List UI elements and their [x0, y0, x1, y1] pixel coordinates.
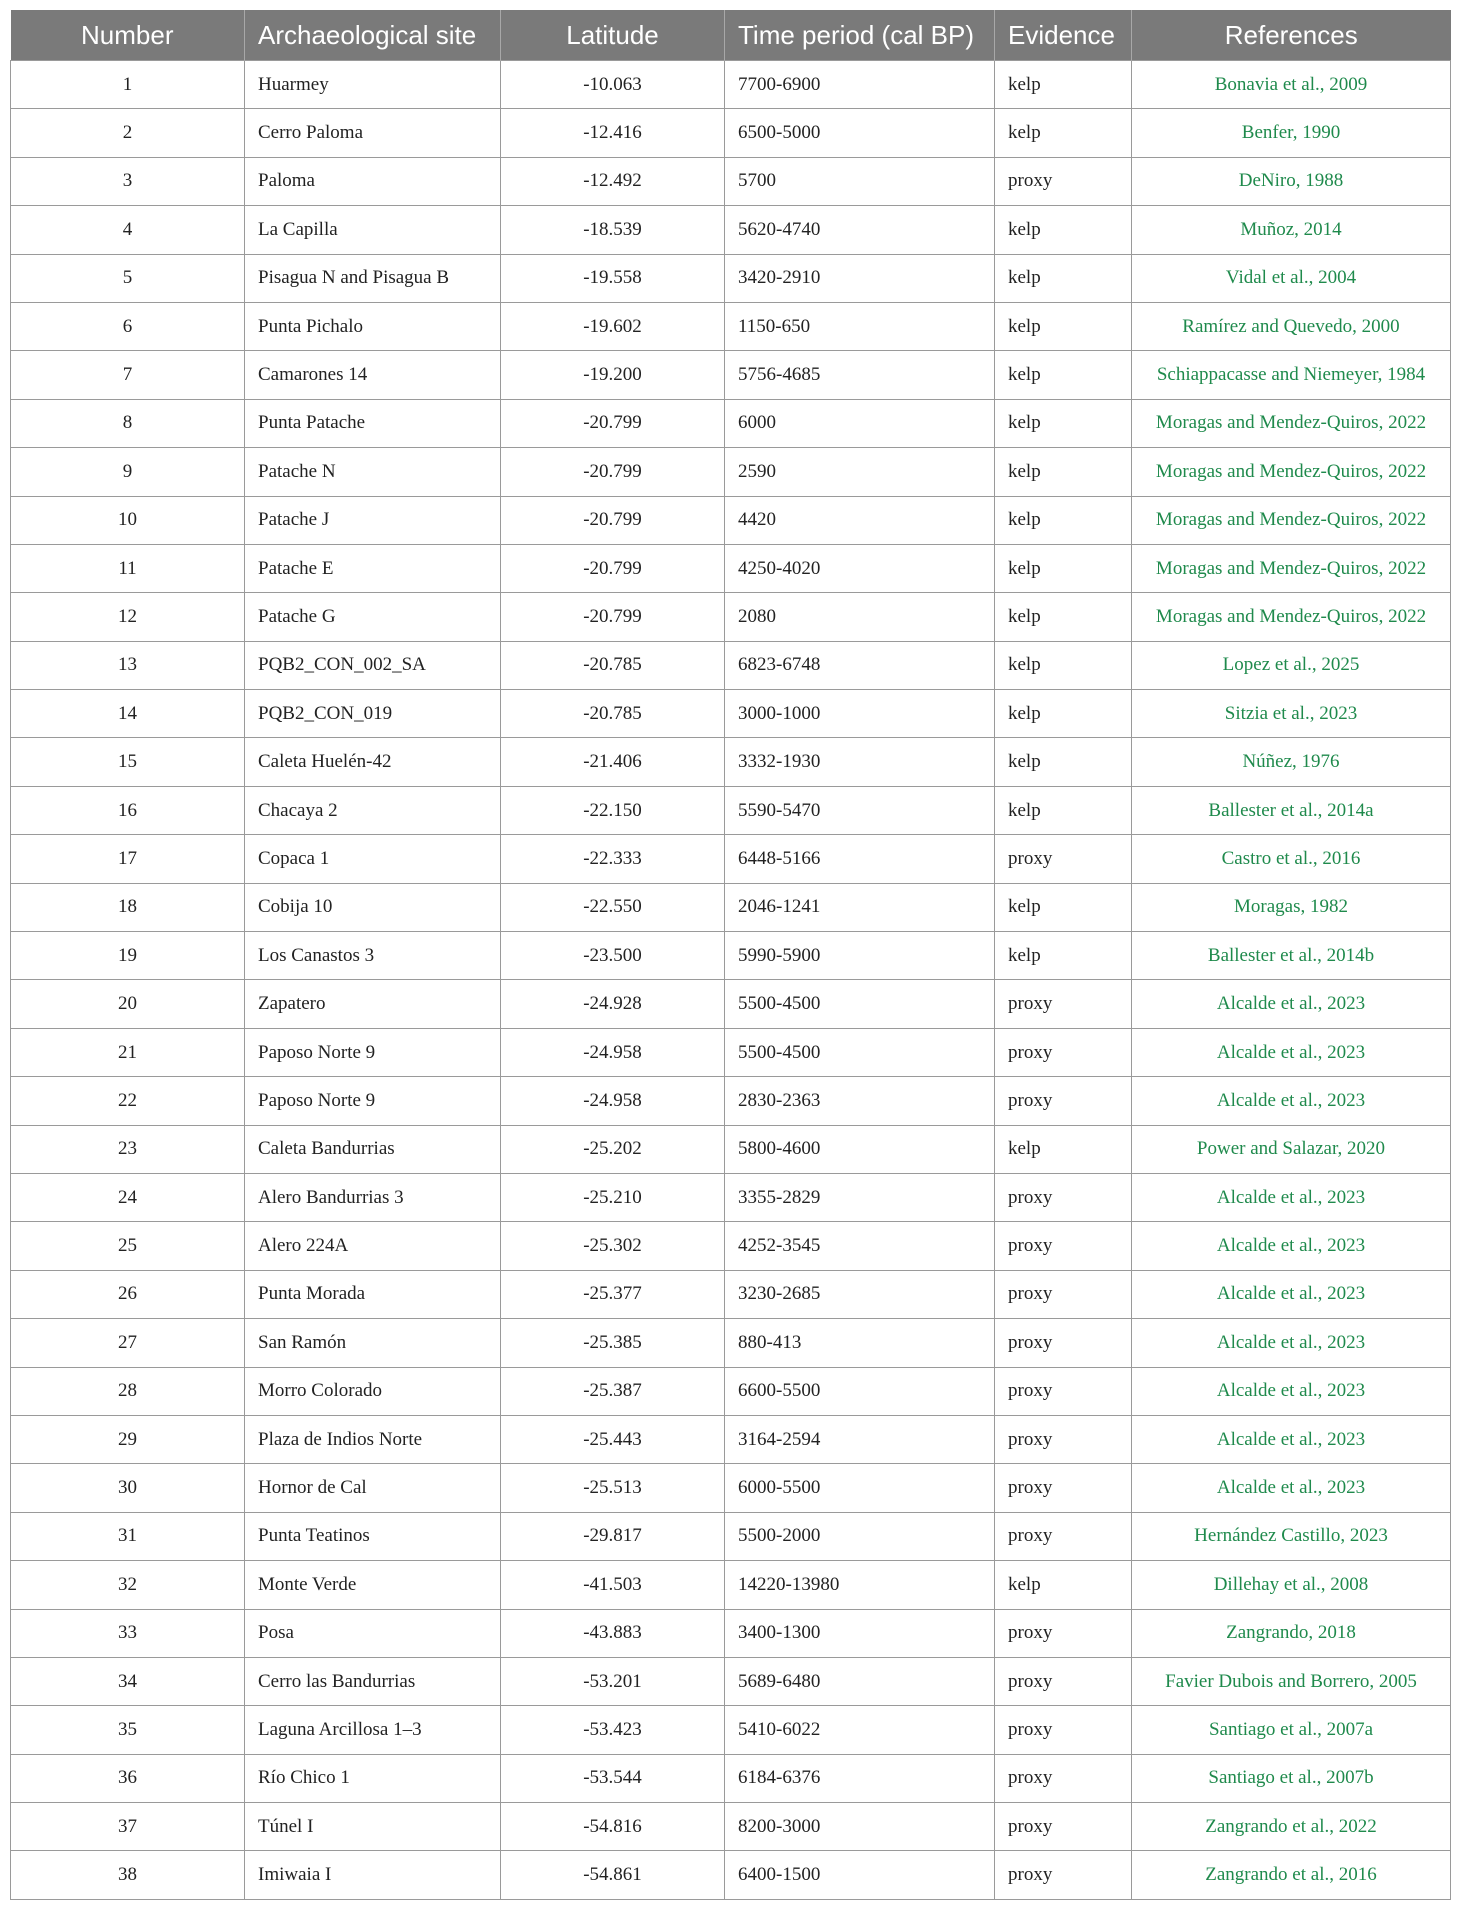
cell-evidence: kelp — [995, 690, 1132, 738]
cell-time-period: 5500-4500 — [725, 1028, 995, 1076]
cell-evidence: kelp — [995, 351, 1132, 399]
cell-site: Cerro Paloma — [245, 109, 501, 157]
cell-site: Patache G — [245, 593, 501, 641]
cell-number: 30 — [11, 1464, 245, 1512]
cell-time-period: 14220-13980 — [725, 1561, 995, 1609]
cell-evidence: proxy — [995, 1512, 1132, 1560]
cell-time-period: 2080 — [725, 593, 995, 641]
cell-latitude: -23.500 — [501, 932, 725, 980]
cell-latitude: -54.816 — [501, 1803, 725, 1851]
cell-latitude: -29.817 — [501, 1512, 725, 1560]
cell-reference[interactable]: Alcalde et al., 2023 — [1132, 980, 1451, 1028]
cell-site: Punta Teatinos — [245, 1512, 501, 1560]
cell-reference[interactable]: Alcalde et al., 2023 — [1132, 1270, 1451, 1318]
cell-site: PQB2_CON_019 — [245, 690, 501, 738]
cell-number: 9 — [11, 448, 245, 496]
header-number: Number — [11, 10, 245, 61]
table-row — [11, 1173, 1451, 1221]
cell-latitude: -53.544 — [501, 1754, 725, 1802]
cell-time-period: 3420-2910 — [725, 254, 995, 302]
header-evidence: Evidence — [995, 10, 1132, 61]
cell-number: 36 — [11, 1754, 245, 1802]
header-references: References — [1132, 10, 1451, 61]
cell-number: 14 — [11, 690, 245, 738]
cell-latitude: -21.406 — [501, 738, 725, 786]
cell-latitude: -19.558 — [501, 254, 725, 302]
cell-evidence: kelp — [995, 593, 1132, 641]
cell-reference[interactable]: Santiago et al., 2007b — [1132, 1754, 1451, 1802]
table-row — [11, 883, 1451, 931]
cell-site: Pisagua N and Pisagua B — [245, 254, 501, 302]
cell-reference[interactable]: Alcalde et al., 2023 — [1132, 1319, 1451, 1367]
cell-number: 20 — [11, 980, 245, 1028]
cell-reference[interactable]: Ballester et al., 2014b — [1132, 932, 1451, 980]
cell-time-period: 3000-1000 — [725, 690, 995, 738]
table-row — [11, 206, 1451, 254]
table-row — [11, 1561, 1451, 1609]
cell-number: 31 — [11, 1512, 245, 1560]
cell-reference[interactable]: Alcalde et al., 2023 — [1132, 1222, 1451, 1270]
cell-number: 35 — [11, 1706, 245, 1754]
cell-evidence: proxy — [995, 980, 1132, 1028]
table-row — [11, 544, 1451, 592]
cell-reference[interactable]: Benfer, 1990 — [1132, 109, 1451, 157]
table-row — [11, 399, 1451, 447]
cell-reference[interactable]: Alcalde et al., 2023 — [1132, 1415, 1451, 1463]
cell-site: Copaca 1 — [245, 835, 501, 883]
cell-reference[interactable]: Vidal et al., 2004 — [1132, 254, 1451, 302]
cell-time-period: 3355-2829 — [725, 1173, 995, 1221]
cell-evidence: kelp — [995, 254, 1132, 302]
cell-time-period: 5500-2000 — [725, 1512, 995, 1560]
cell-site: Patache E — [245, 544, 501, 592]
cell-number: 25 — [11, 1222, 245, 1270]
cell-latitude: -22.333 — [501, 835, 725, 883]
cell-reference[interactable]: Zangrando, 2018 — [1132, 1609, 1451, 1657]
cell-number: 1 — [11, 61, 245, 109]
cell-number: 19 — [11, 932, 245, 980]
cell-number: 7 — [11, 351, 245, 399]
cell-time-period: 5590-5470 — [725, 786, 995, 834]
cell-site: San Ramón — [245, 1319, 501, 1367]
table-row — [11, 1077, 1451, 1125]
cell-reference[interactable]: Muñoz, 2014 — [1132, 206, 1451, 254]
cell-number: 4 — [11, 206, 245, 254]
cell-reference[interactable]: Moragas and Mendez-Quiros, 2022 — [1132, 544, 1451, 592]
cell-site: Punta Morada — [245, 1270, 501, 1318]
table-row — [11, 448, 1451, 496]
cell-reference[interactable]: Alcalde et al., 2023 — [1132, 1464, 1451, 1512]
cell-latitude: -43.883 — [501, 1609, 725, 1657]
table-row — [11, 1270, 1451, 1318]
cell-evidence: kelp — [995, 641, 1132, 689]
table-row — [11, 786, 1451, 834]
table-row — [11, 1222, 1451, 1270]
cell-site: Imiwaia I — [245, 1851, 501, 1899]
cell-latitude: -22.150 — [501, 786, 725, 834]
table-row — [11, 1609, 1451, 1657]
cell-reference[interactable]: Schiappacasse and Niemeyer, 1984 — [1132, 351, 1451, 399]
cell-latitude: -24.928 — [501, 980, 725, 1028]
cell-evidence: kelp — [995, 932, 1132, 980]
cell-time-period: 6500-5000 — [725, 109, 995, 157]
cell-site: Patache N — [245, 448, 501, 496]
cell-number: 15 — [11, 738, 245, 786]
cell-number: 22 — [11, 1077, 245, 1125]
cell-number: 27 — [11, 1319, 245, 1367]
cell-time-period: 1150-650 — [725, 302, 995, 350]
cell-time-period: 880-413 — [725, 1319, 995, 1367]
cell-site: Morro Colorado — [245, 1367, 501, 1415]
header-time-period: Time period (cal BP) — [725, 10, 995, 61]
cell-site: Río Chico 1 — [245, 1754, 501, 1802]
cell-latitude: -12.492 — [501, 157, 725, 205]
cell-reference[interactable]: Ramírez and Quevedo, 2000 — [1132, 302, 1451, 350]
table-row — [11, 1512, 1451, 1560]
cell-evidence: kelp — [995, 302, 1132, 350]
table-row — [11, 157, 1451, 205]
cell-reference[interactable]: DeNiro, 1988 — [1132, 157, 1451, 205]
cell-latitude: -20.799 — [501, 593, 725, 641]
cell-number: 6 — [11, 302, 245, 350]
cell-number: 34 — [11, 1657, 245, 1705]
table-row — [11, 1367, 1451, 1415]
cell-reference[interactable]: Lopez et al., 2025 — [1132, 641, 1451, 689]
cell-reference[interactable]: Núñez, 1976 — [1132, 738, 1451, 786]
cell-evidence: proxy — [995, 1851, 1132, 1899]
cell-time-period: 5756-4685 — [725, 351, 995, 399]
cell-reference[interactable]: Bonavia et al., 2009 — [1132, 61, 1451, 109]
cell-site: La Capilla — [245, 206, 501, 254]
table-row — [11, 351, 1451, 399]
cell-reference[interactable]: Moragas and Mendez-Quiros, 2022 — [1132, 448, 1451, 496]
cell-site: Camarones 14 — [245, 351, 501, 399]
cell-reference[interactable]: Favier Dubois and Borrero, 2005 — [1132, 1657, 1451, 1705]
cell-evidence: kelp — [995, 496, 1132, 544]
cell-latitude: -10.063 — [501, 61, 725, 109]
cell-time-period: 2830-2363 — [725, 1077, 995, 1125]
table-row — [11, 690, 1451, 738]
cell-evidence: proxy — [995, 1464, 1132, 1512]
cell-evidence: proxy — [995, 1803, 1132, 1851]
cell-evidence: proxy — [995, 1367, 1132, 1415]
table-row — [11, 496, 1451, 544]
cell-reference[interactable]: Power and Salazar, 2020 — [1132, 1125, 1451, 1173]
cell-latitude: -25.202 — [501, 1125, 725, 1173]
cell-time-period: 3164-2594 — [725, 1415, 995, 1463]
cell-site: Túnel I — [245, 1803, 501, 1851]
cell-latitude: -20.785 — [501, 690, 725, 738]
cell-time-period: 3230-2685 — [725, 1270, 995, 1318]
cell-site: Alero Bandurrias 3 — [245, 1173, 501, 1221]
cell-site: PQB2_CON_002_SA — [245, 641, 501, 689]
table-row — [11, 932, 1451, 980]
cell-time-period: 2046-1241 — [725, 883, 995, 931]
cell-evidence: proxy — [995, 1077, 1132, 1125]
cell-evidence: kelp — [995, 399, 1132, 447]
cell-evidence: kelp — [995, 206, 1132, 254]
cell-latitude: -25.210 — [501, 1173, 725, 1221]
table-row — [11, 1803, 1451, 1851]
cell-time-period: 4420 — [725, 496, 995, 544]
cell-evidence: proxy — [995, 1319, 1132, 1367]
cell-number: 33 — [11, 1609, 245, 1657]
cell-site: Posa — [245, 1609, 501, 1657]
cell-evidence: kelp — [995, 738, 1132, 786]
cell-reference[interactable]: Moragas and Mendez-Quiros, 2022 — [1132, 593, 1451, 641]
cell-number: 8 — [11, 399, 245, 447]
cell-number: 12 — [11, 593, 245, 641]
cell-site: Paposo Norte 9 — [245, 1028, 501, 1076]
cell-time-period: 5500-4500 — [725, 980, 995, 1028]
cell-time-period: 5620-4740 — [725, 206, 995, 254]
cell-evidence: proxy — [995, 1754, 1132, 1802]
cell-latitude: -22.550 — [501, 883, 725, 931]
cell-latitude: -24.958 — [501, 1028, 725, 1076]
cell-number: 18 — [11, 883, 245, 931]
cell-reference[interactable]: Ballester et al., 2014a — [1132, 786, 1451, 834]
cell-reference[interactable]: Sitzia et al., 2023 — [1132, 690, 1451, 738]
cell-reference[interactable]: Santiago et al., 2007a — [1132, 1706, 1451, 1754]
cell-number: 38 — [11, 1851, 245, 1899]
cell-number: 16 — [11, 786, 245, 834]
cell-site: Monte Verde — [245, 1561, 501, 1609]
cell-number: 28 — [11, 1367, 245, 1415]
cell-latitude: -25.377 — [501, 1270, 725, 1318]
cell-evidence: proxy — [995, 1415, 1132, 1463]
table-row — [11, 1706, 1451, 1754]
cell-latitude: -53.423 — [501, 1706, 725, 1754]
cell-number: 5 — [11, 254, 245, 302]
cell-latitude: -19.200 — [501, 351, 725, 399]
table-row — [11, 1028, 1451, 1076]
cell-evidence: kelp — [995, 544, 1132, 592]
cell-reference[interactable]: Moragas, 1982 — [1132, 883, 1451, 931]
table-row — [11, 641, 1451, 689]
cell-site: Huarmey — [245, 61, 501, 109]
cell-evidence: kelp — [995, 61, 1132, 109]
cell-evidence: proxy — [995, 835, 1132, 883]
table-row — [11, 1464, 1451, 1512]
table-row — [11, 1415, 1451, 1463]
cell-latitude: -54.861 — [501, 1851, 725, 1899]
table-row — [11, 1657, 1451, 1705]
cell-reference[interactable]: Castro et al., 2016 — [1132, 835, 1451, 883]
cell-site: Cobija 10 — [245, 883, 501, 931]
cell-latitude: -20.785 — [501, 641, 725, 689]
cell-number: 17 — [11, 835, 245, 883]
header-row — [11, 10, 1451, 61]
cell-site: Punta Patache — [245, 399, 501, 447]
cell-evidence: proxy — [995, 1173, 1132, 1221]
cell-evidence: proxy — [995, 1657, 1132, 1705]
cell-time-period: 5700 — [725, 157, 995, 205]
cell-time-period: 4252-3545 — [725, 1222, 995, 1270]
table-row — [11, 1754, 1451, 1802]
cell-reference[interactable]: Moragas and Mendez-Quiros, 2022 — [1132, 496, 1451, 544]
cell-latitude: -18.539 — [501, 206, 725, 254]
table-row — [11, 302, 1451, 350]
cell-reference[interactable]: Moragas and Mendez-Quiros, 2022 — [1132, 399, 1451, 447]
cell-evidence: proxy — [995, 1270, 1132, 1318]
cell-number: 2 — [11, 109, 245, 157]
cell-latitude: -20.799 — [501, 399, 725, 447]
table-header — [11, 10, 1451, 61]
cell-time-period: 8200-3000 — [725, 1803, 995, 1851]
cell-reference[interactable]: Alcalde et al., 2023 — [1132, 1077, 1451, 1125]
cell-site: Plaza de Indios Norte — [245, 1415, 501, 1463]
cell-number: 13 — [11, 641, 245, 689]
cell-site: Punta Pichalo — [245, 302, 501, 350]
archaeological-sites-table — [10, 10, 1451, 1900]
cell-site: Alero 224A — [245, 1222, 501, 1270]
cell-time-period: 6400-1500 — [725, 1851, 995, 1899]
header-latitude: Latitude — [501, 10, 725, 61]
cell-time-period: 5800-4600 — [725, 1125, 995, 1173]
cell-evidence: kelp — [995, 109, 1132, 157]
cell-number: 29 — [11, 1415, 245, 1463]
cell-site: Zapatero — [245, 980, 501, 1028]
cell-time-period: 3400-1300 — [725, 1609, 995, 1657]
cell-number: 37 — [11, 1803, 245, 1851]
cell-reference[interactable]: Alcalde et al., 2023 — [1132, 1028, 1451, 1076]
cell-latitude: -20.799 — [501, 544, 725, 592]
cell-evidence: kelp — [995, 448, 1132, 496]
cell-evidence: proxy — [995, 1222, 1132, 1270]
cell-number: 11 — [11, 544, 245, 592]
cell-site: Caleta Huelén-42 — [245, 738, 501, 786]
cell-site: Paposo Norte 9 — [245, 1077, 501, 1125]
cell-site: Patache J — [245, 496, 501, 544]
cell-evidence: proxy — [995, 1609, 1132, 1657]
cell-latitude: -25.513 — [501, 1464, 725, 1512]
cell-reference[interactable]: Dillehay et al., 2008 — [1132, 1561, 1451, 1609]
table-row — [11, 835, 1451, 883]
cell-site: Cerro las Bandurrias — [245, 1657, 501, 1705]
cell-time-period: 4250-4020 — [725, 544, 995, 592]
cell-number: 24 — [11, 1173, 245, 1221]
cell-time-period: 2590 — [725, 448, 995, 496]
data-table-container — [10, 10, 1450, 1900]
cell-site: Hornor de Cal — [245, 1464, 501, 1512]
cell-evidence: proxy — [995, 1706, 1132, 1754]
cell-site: Los Canastos 3 — [245, 932, 501, 980]
cell-latitude: -41.503 — [501, 1561, 725, 1609]
table-row — [11, 1319, 1451, 1367]
cell-latitude: -25.302 — [501, 1222, 725, 1270]
cell-time-period: 7700-6900 — [725, 61, 995, 109]
cell-time-period: 6000 — [725, 399, 995, 447]
cell-reference[interactable]: Alcalde et al., 2023 — [1132, 1173, 1451, 1221]
cell-latitude: -25.387 — [501, 1367, 725, 1415]
cell-number: 3 — [11, 157, 245, 205]
table-body — [11, 61, 1451, 1900]
cell-latitude: -53.201 — [501, 1657, 725, 1705]
cell-evidence: proxy — [995, 157, 1132, 205]
cell-latitude: -12.416 — [501, 109, 725, 157]
table-row — [11, 254, 1451, 302]
cell-time-period: 5689-6480 — [725, 1657, 995, 1705]
cell-time-period: 5410-6022 — [725, 1706, 995, 1754]
cell-number: 26 — [11, 1270, 245, 1318]
cell-site: Chacaya 2 — [245, 786, 501, 834]
cell-number: 21 — [11, 1028, 245, 1076]
cell-latitude: -25.385 — [501, 1319, 725, 1367]
cell-reference[interactable]: Hernández Castillo, 2023 — [1132, 1512, 1451, 1560]
cell-latitude: -19.602 — [501, 302, 725, 350]
cell-evidence: kelp — [995, 1561, 1132, 1609]
cell-site: Paloma — [245, 157, 501, 205]
cell-time-period: 6823-6748 — [725, 641, 995, 689]
cell-number: 23 — [11, 1125, 245, 1173]
cell-time-period: 5990-5900 — [725, 932, 995, 980]
cell-site: Laguna Arcillosa 1–3 — [245, 1706, 501, 1754]
cell-site: Caleta Bandurrias — [245, 1125, 501, 1173]
cell-latitude: -20.799 — [501, 448, 725, 496]
cell-time-period: 6600-5500 — [725, 1367, 995, 1415]
cell-latitude: -24.958 — [501, 1077, 725, 1125]
cell-reference[interactable]: Zangrando et al., 2022 — [1132, 1803, 1451, 1851]
cell-time-period: 6000-5500 — [725, 1464, 995, 1512]
cell-latitude: -25.443 — [501, 1415, 725, 1463]
table-row — [11, 109, 1451, 157]
cell-number: 32 — [11, 1561, 245, 1609]
cell-evidence: kelp — [995, 883, 1132, 931]
cell-reference[interactable]: Alcalde et al., 2023 — [1132, 1367, 1451, 1415]
cell-time-period: 3332-1930 — [725, 738, 995, 786]
cell-number: 10 — [11, 496, 245, 544]
table-row — [11, 61, 1451, 109]
header-archaeological-site: Archaeological site — [245, 10, 501, 61]
cell-time-period: 6184-6376 — [725, 1754, 995, 1802]
cell-evidence: kelp — [995, 786, 1132, 834]
table-row — [11, 593, 1451, 641]
cell-time-period: 6448-5166 — [725, 835, 995, 883]
table-row — [11, 1851, 1451, 1899]
table-row — [11, 980, 1451, 1028]
cell-latitude: -20.799 — [501, 496, 725, 544]
cell-evidence: kelp — [995, 1125, 1132, 1173]
cell-evidence: proxy — [995, 1028, 1132, 1076]
table-row — [11, 1125, 1451, 1173]
cell-reference[interactable]: Zangrando et al., 2016 — [1132, 1851, 1451, 1899]
table-row — [11, 738, 1451, 786]
